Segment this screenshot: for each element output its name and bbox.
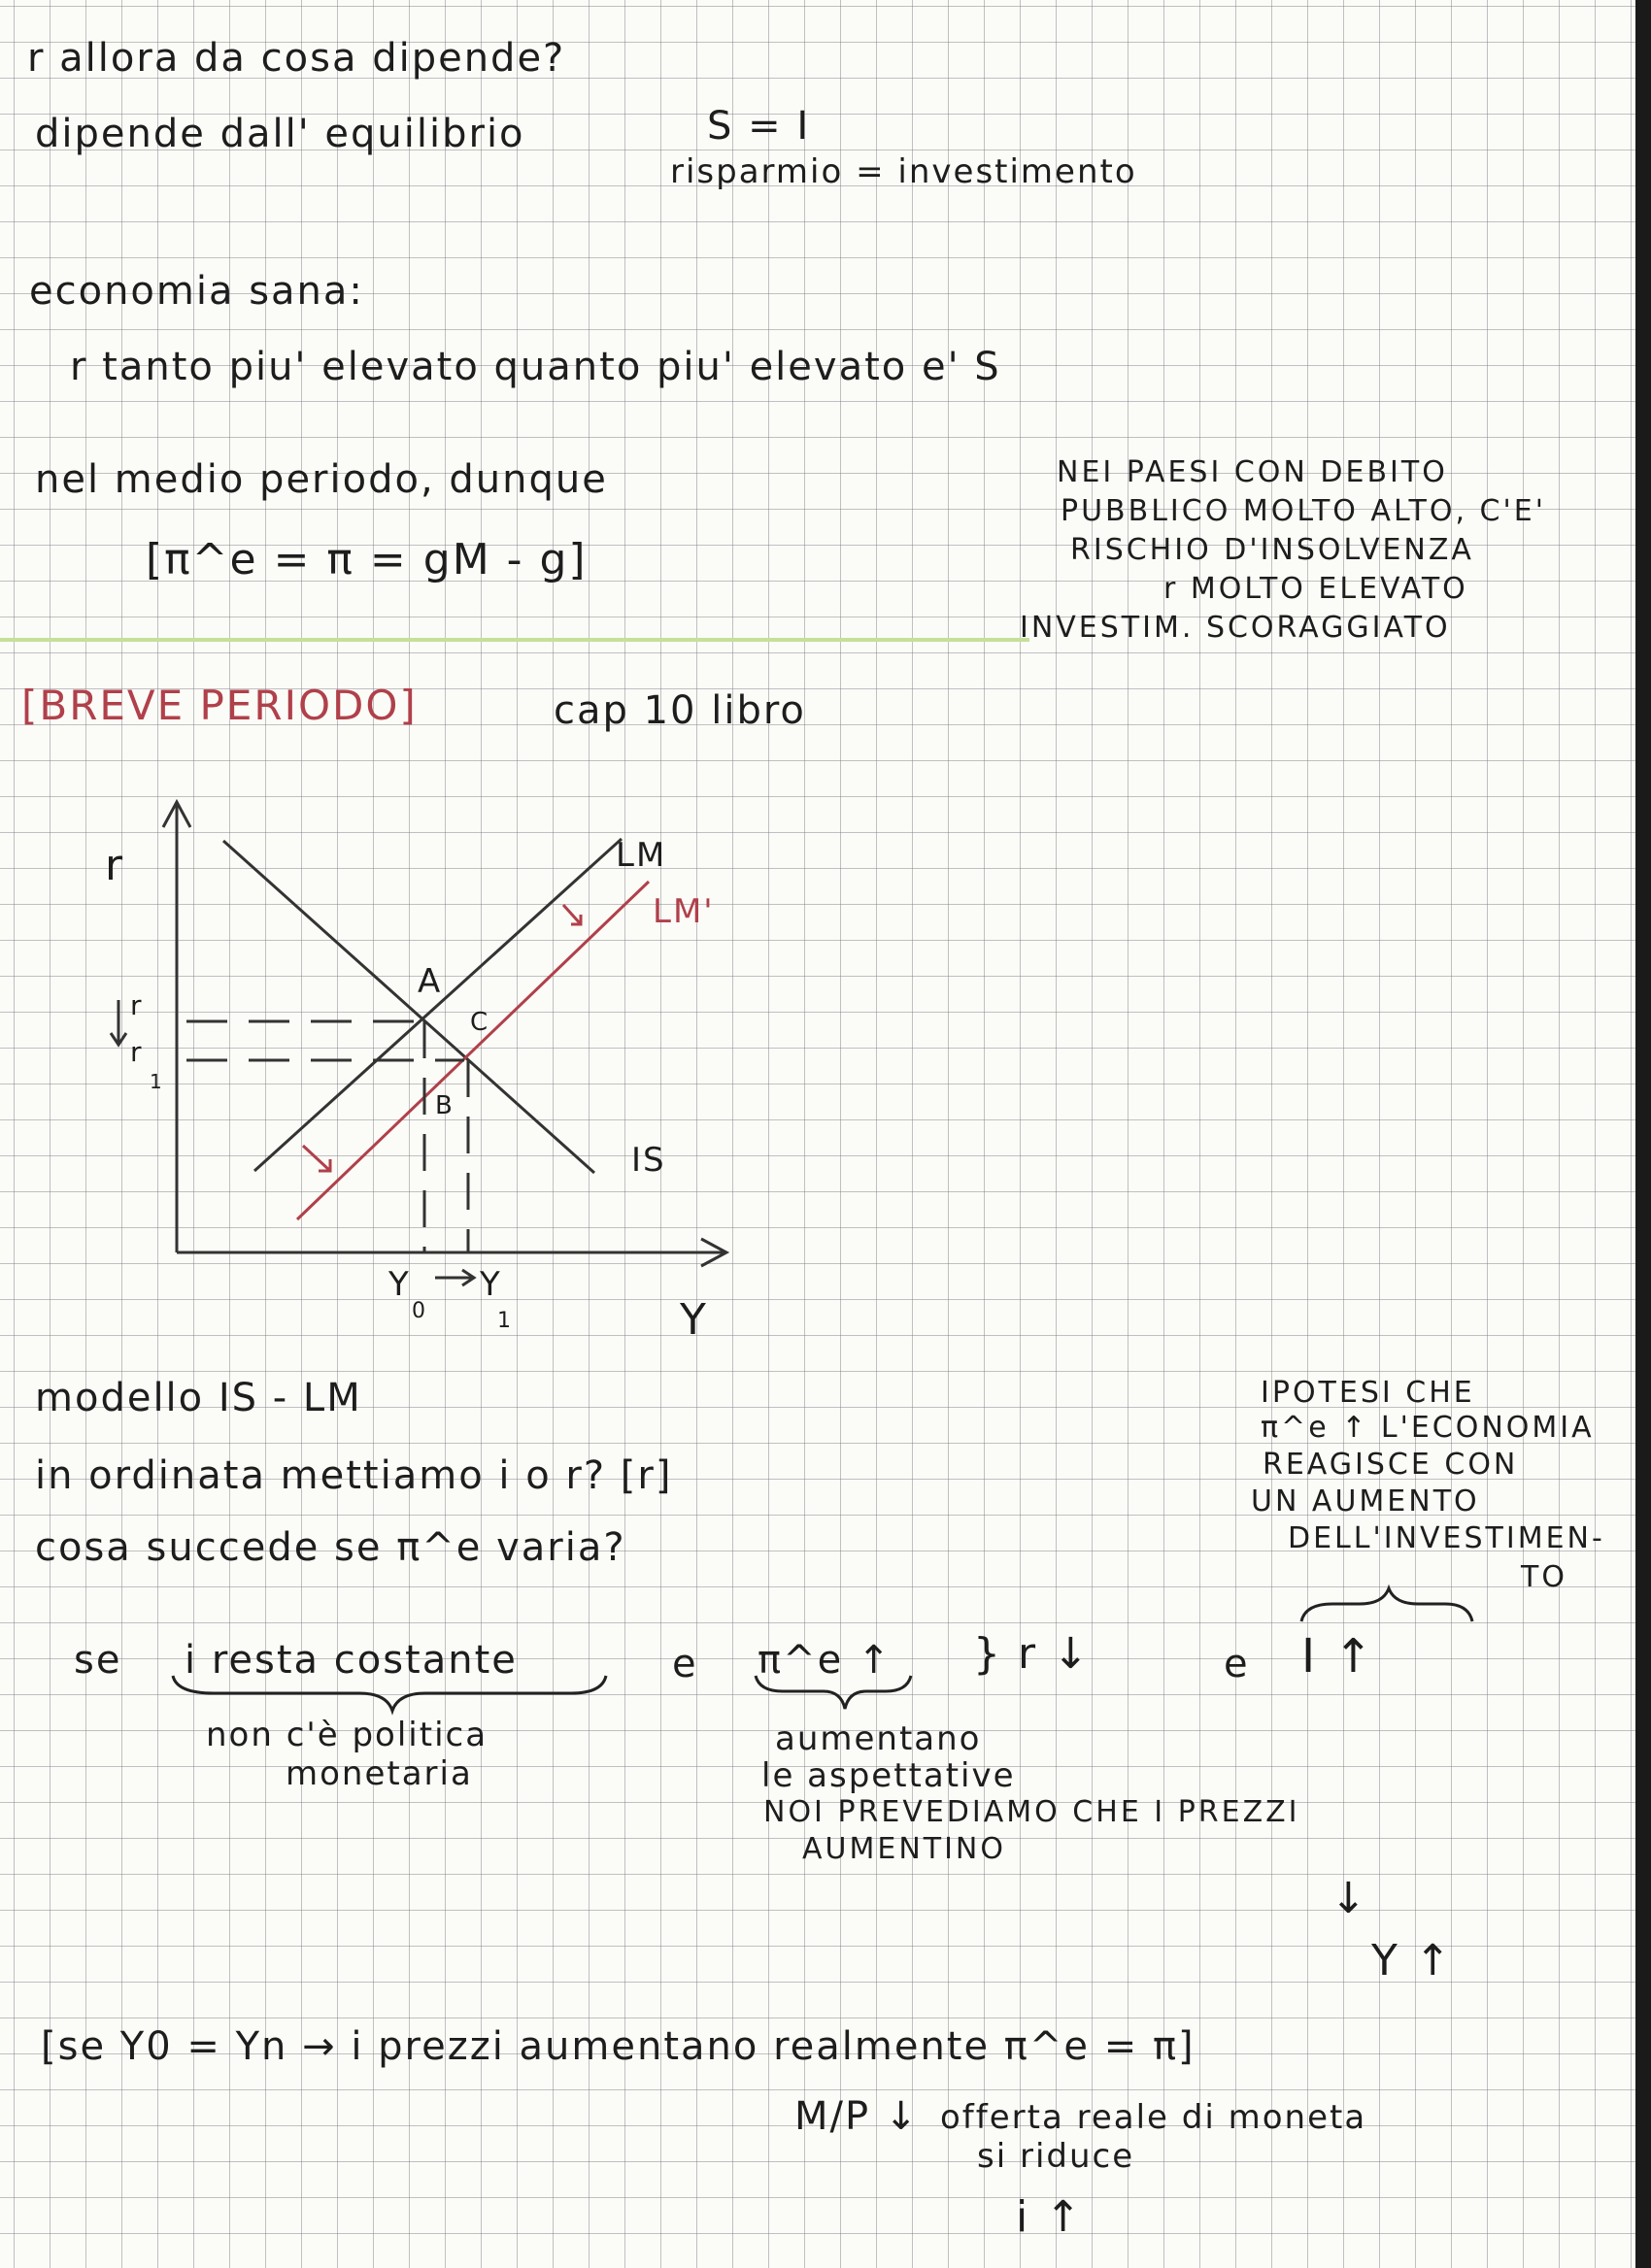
cond-se: se [74,1638,122,1683]
note-line-depends: dipende dall' equilibrio [35,112,525,156]
section-title-short-run: [BREVE PERIODO] [21,682,418,729]
side-note-hyp-2: π^e ↑ L'ECONOMIA [1261,1411,1595,1445]
brace-investment [1301,1588,1472,1621]
side-note-hyp-4: UN AUMENTO [1251,1484,1480,1518]
note-line-medium-term: nel medio periodo, dunque [35,457,608,502]
brace-pi-up [756,1676,911,1709]
graph-y-axis-label: r [105,841,125,890]
graph-lm-label: LM [616,836,667,875]
result-investment-up: I ↑ [1301,1629,1375,1684]
side-note-hyp-6: TO [1521,1560,1567,1594]
real-money-note-1: offerta reale di moneta [940,2098,1367,2137]
under-i-line-2: monetaria [286,1754,473,1793]
brace-i-constant [173,1676,606,1711]
real-money-down: M/P ↓ [794,2094,920,2139]
note-line-question: r allora da cosa dipende? [27,36,566,81]
graph-r1-label: r [130,1036,144,1068]
under-pi-line-1: aumentano [775,1719,982,1758]
side-note-debt-4: r MOLTO ELEVATO [1163,572,1468,606]
under-i-line-1: non c'è politica [206,1716,489,1754]
graph-r0-label: r [130,989,144,1021]
real-money-note-2: si riduce [977,2137,1135,2176]
under-pi-line-4: AUMENTINO [802,1832,1006,1866]
cond-e: e [672,1642,698,1686]
graph-lm-prime-label: LM' [653,892,715,931]
side-note-debt-3: RISCHIO D'INSOLVENZA [1070,533,1474,567]
under-pi-line-3: NOI PREVEDIAMO CHE I PREZZI [763,1795,1300,1829]
graph-point-a: A [418,962,443,1001]
graph-r1-subscript: 1 [150,1070,164,1093]
graph-y0-label: Y [388,1265,411,1304]
cond-pi-up: π^e ↑ [758,1638,893,1683]
graph-y0-subscript: 0 [412,1299,427,1323]
equilibrium-gloss: risparmio = investimento [670,152,1137,191]
graph-x-axis-label: Y [680,1295,708,1345]
output-up: Y ↑ [1371,1936,1453,1985]
section-book-reference: cap 10 libro [554,688,806,733]
result-e: e [1224,1642,1250,1686]
equilibrium-equation: S = I [707,104,811,149]
side-note-hyp-3: REAGISCE CON [1263,1448,1519,1482]
side-note-hyp-5: DELL'INVESTIMEN- [1288,1521,1605,1555]
note-is-lm-model: modello IS - LM [35,1376,362,1420]
cond-i-constant: i resta costante [185,1638,518,1683]
side-note-debt-1: NEI PAESI CON DEBITO [1057,455,1448,489]
graph-is-label: IS [631,1141,666,1180]
note-ordinate-question: in ordinata mettiamo i o r? [r] [35,1453,673,1498]
result-rate-down: } r ↓ [973,1629,1091,1679]
note-line-economy: economia sana: [29,269,364,314]
side-note-debt-5: INVESTIM. SCORAGGIATO [1020,611,1451,645]
side-note-debt-2: PUBBLICO MOLTO ALTO, C'E' [1061,494,1546,528]
graph-y1-label: Y [480,1265,502,1304]
under-pi-line-2: le aspettative [761,1756,1016,1795]
graph-point-c: C [470,1008,490,1037]
side-note-hyp-1: IPOTESI CHE [1261,1376,1475,1410]
note-line-rate-saving: r tanto piu' elevato quanto piu' elevato e' S [70,345,1001,389]
graph-point-b: B [435,1091,455,1120]
graph-y1-subscript: 1 [497,1309,513,1333]
note-expectation-question: cosa succede se π^e varia? [35,1525,626,1570]
interest-up: i ↑ [1016,2192,1084,2242]
arrow-down-to-output: ↓ [1331,1874,1368,1923]
final-condition-line: [se Y0 = Yn → i prezzi aumentano realmente π^e = π] [41,2024,1196,2069]
medium-term-formula: [π^e = π = gM - g] [146,535,588,584]
